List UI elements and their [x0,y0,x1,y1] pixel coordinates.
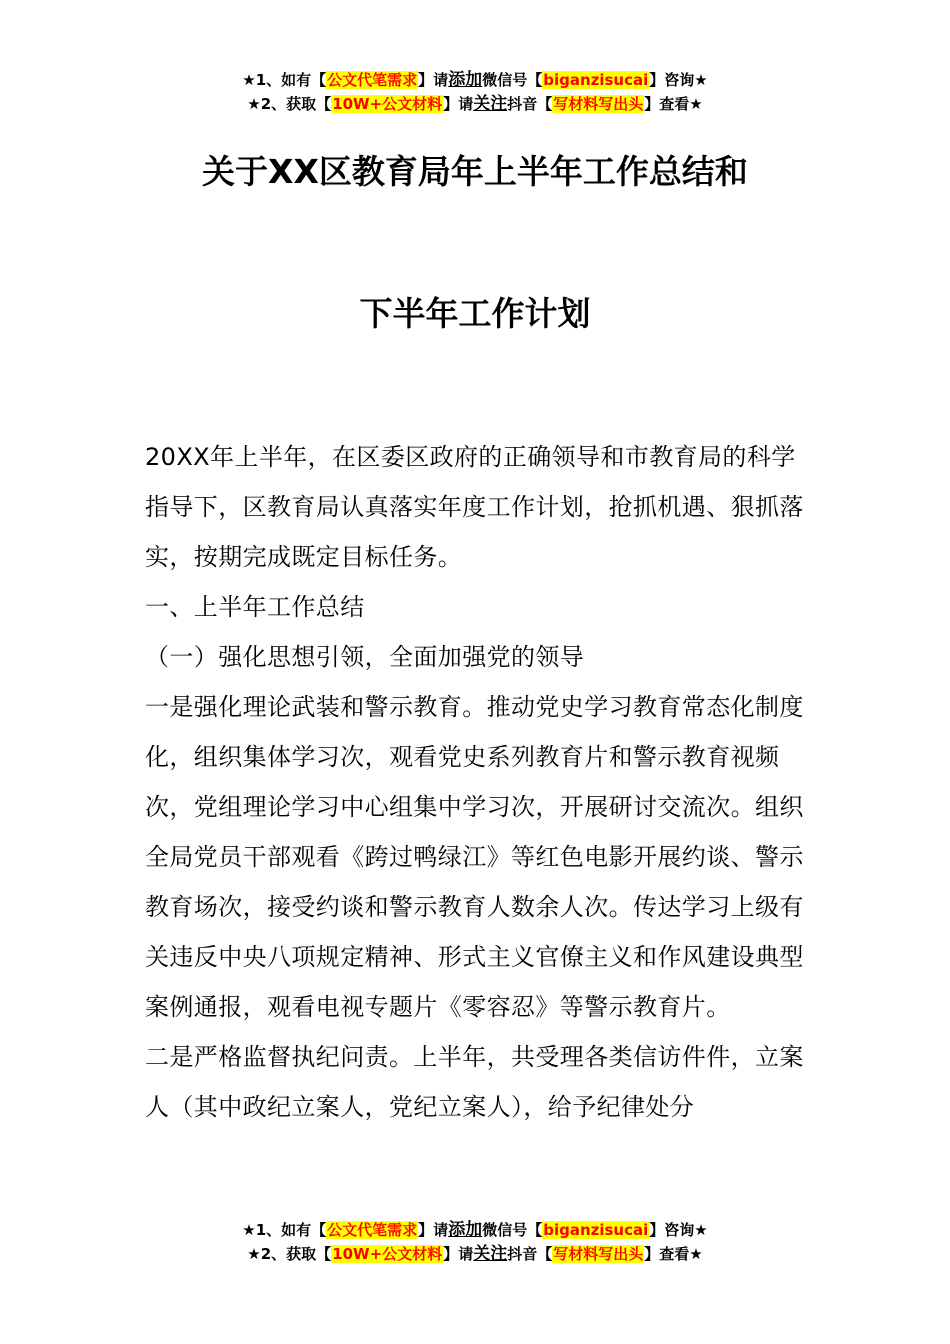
banner-highlight: 公文代笔需求 [327,1221,418,1239]
banner-underline: 添加 [448,1220,483,1240]
banner-text: 】请 [418,71,449,89]
banner-highlight: biganzisucai [543,71,649,89]
banner-highlight: 10W+公文材料 [332,1245,443,1263]
banner-text: 】咨询★ [649,1221,708,1239]
banner-text: 】请 [443,1245,474,1263]
banner-text: ★1、如有【 [242,71,327,89]
bottom-banner [0,1218,950,1266]
banner-text: 抖音【 [507,1245,553,1263]
banner-line-2 [0,1242,950,1266]
top-banner [0,68,950,116]
banner-text: 】查看★ [644,95,703,113]
banner-line-1 [0,1218,950,1242]
banner-highlight: 公文代笔需求 [327,71,418,89]
document-title-line-2: 下半年工作计划 [359,294,591,333]
banner-text: 】查看★ [644,1245,703,1263]
banner-line-1 [0,68,950,92]
banner-highlight: 10W+公文材料 [332,95,443,113]
body-paragraph: 二是严格监督执纪问责。上半年，共受理各类信访件件，立案人（其中政纪立案人，党纪立案人），给予纪律处分 [145,1043,804,1121]
document-title-line-1: 关于XX区教育局年上半年工作总结和 [202,152,748,191]
banner-text: 】请 [443,95,474,113]
subsection-heading: （一）强化思想引领，全面加强党的领导 [145,643,585,671]
banner-highlight: biganzisucai [543,1221,649,1239]
intro-paragraph: 20XX年上半年，在区委区政府的正确领导和市教育局的科学指导下，区教育局认真落实年度工作计划，抢抓机遇、狠抓落实，按期完成既定目标任务。 [145,443,804,571]
banner-text: ★1、如有【 [242,1221,327,1239]
banner-underline: 关注 [473,1244,508,1264]
banner-text: 微信号【 [482,1221,543,1239]
section-heading: 一、上半年工作总结 [145,593,365,621]
banner-line-2 [0,92,950,116]
banner-text: 微信号【 [482,71,543,89]
document-body [145,432,809,1132]
banner-underline: 关注 [473,94,508,114]
banner-text: ★2、获取【 [247,1245,332,1263]
banner-highlight: 写材料写出头 [553,95,644,113]
banner-underline: 添加 [448,70,483,90]
banner-text: 】咨询★ [649,71,708,89]
banner-text: 】请 [418,1221,449,1239]
banner-highlight: 写材料写出头 [553,1245,644,1263]
banner-text: ★2、获取【 [247,95,332,113]
banner-text: 抖音【 [507,95,553,113]
body-paragraph: 一是强化理论武装和警示教育。推动党史学习教育常态化制度化，组织集体学习次，观看党史系列教育片和警示教育视频次，党组理论学习中心组集中学习次，开展研讨交流次。组织全局党员干部观看《跨过鸭绿江》等红色电影开展约谈、警示教育场次，接受约谈和警示教育人数余人次。传达学习上级有关违反中央八项规定精神、形式主义官僚主义和作风建设典型案例通报，观看电视专题片《零容忍》等警示教育片。 [145,693,804,1021]
